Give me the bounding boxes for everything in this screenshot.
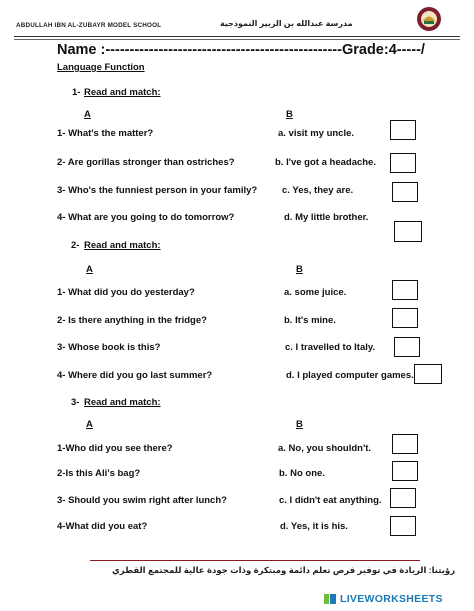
answer-box[interactable] — [390, 153, 416, 173]
answer-box[interactable] — [392, 461, 418, 481]
section-title: Read and match: — [84, 397, 161, 408]
answer-text: d. I played computer games. — [286, 370, 414, 381]
answer-box[interactable] — [394, 221, 422, 242]
answer-box[interactable] — [392, 434, 418, 454]
footer-rule — [90, 560, 420, 561]
column-b-heading: B — [296, 419, 303, 430]
column-a-heading: A — [86, 264, 93, 275]
school-name-english: ABDULLAH IBN AL-ZUBAYR MODEL SCHOOL — [16, 22, 162, 29]
answer-text: d. Yes, it is his. — [280, 521, 348, 532]
answer-box[interactable] — [390, 488, 416, 508]
answer-box[interactable] — [394, 337, 420, 357]
answer-text: b. It's mine. — [284, 315, 336, 326]
answer-text: c. I didn't eat anything. — [279, 495, 382, 506]
question-text: 2- Are gorillas stronger than ostriches? — [57, 157, 235, 168]
answer-text: b. I've got a headache. — [275, 157, 376, 168]
liveworksheets-logo[interactable]: LIVEWORKSHEETS — [340, 593, 443, 605]
question-text: 4- Where did you go last summer? — [57, 370, 213, 381]
header-rule — [14, 36, 460, 37]
answer-box[interactable] — [390, 516, 416, 536]
answer-box[interactable] — [414, 364, 442, 384]
question-text: 1-Who did you see there? — [57, 443, 173, 454]
answer-box[interactable] — [392, 308, 418, 328]
question-text: 1- What did you do yesterday? — [57, 287, 195, 298]
question-text: 1- What's the matter? — [57, 128, 154, 139]
question-text: 2- Is there anything in the fridge? — [57, 315, 207, 326]
section-number: 1- — [72, 87, 81, 98]
answer-box[interactable] — [392, 182, 418, 202]
header-rule-thin — [14, 39, 460, 40]
section-number: 2- — [71, 240, 80, 251]
answer-text: d. My little brother. — [284, 212, 369, 223]
school-name-arabic: مدرسة عبدالله بن الزبير النموذجية — [220, 19, 353, 28]
column-b-heading: B — [286, 109, 293, 120]
answer-text: c. I travelled to Italy. — [285, 342, 376, 353]
section-number: 3- — [71, 397, 80, 408]
answer-box[interactable] — [392, 280, 418, 300]
answer-text: a. some juice. — [284, 287, 347, 298]
school-emblem-icon — [416, 6, 442, 32]
school-vision-text: رؤيتنا: الريادة في توفير فرص تعلم دائمة ومبتكرة وذات جودة عالية للمجتمع القطري — [112, 565, 456, 575]
question-text: 4-What did you eat? — [57, 521, 148, 532]
answer-box[interactable] — [390, 120, 416, 140]
answer-text: c. Yes, they are. — [282, 185, 354, 196]
answer-text: b. No one. — [279, 468, 325, 479]
question-text: 3- Whose book is this? — [57, 342, 161, 353]
section-title: Read and match: — [84, 240, 161, 251]
liveworksheets-logo-icon — [324, 593, 337, 605]
question-text: 3- Who's the funniest person in your family? — [57, 185, 258, 196]
worksheet-subtitle: Language Function — [57, 62, 145, 73]
column-a-heading: A — [86, 419, 93, 430]
question-text: 4- What are you going to do tomorrow? — [57, 212, 235, 223]
question-text: 2-Is this Ali's bag? — [57, 468, 141, 479]
question-text: 3- Should you swim right after lunch? — [57, 495, 227, 506]
answer-text: a. visit my uncle. — [278, 128, 355, 139]
column-b-heading: B — [296, 264, 303, 275]
name-grade-line: Name :-------------------------------------------------Grade:4-----/ — [57, 42, 425, 58]
section-title: Read and match: — [84, 87, 161, 98]
answer-text: a. No, you shouldn't. — [278, 443, 372, 454]
column-a-heading: A — [84, 109, 91, 120]
